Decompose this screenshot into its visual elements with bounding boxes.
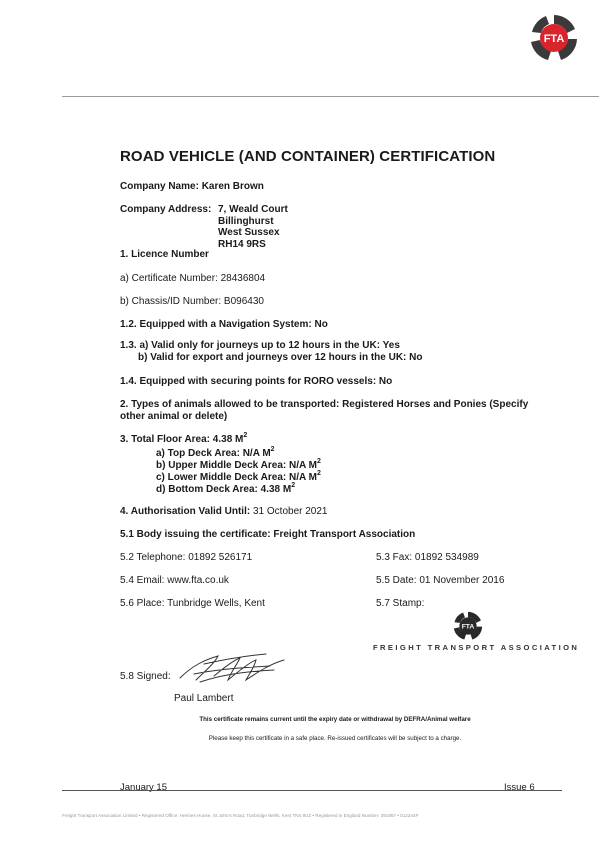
safekeeping-note: Please keep this certificate in a safe place. Re-issued certificates will be subject to a charge.: [208, 735, 462, 742]
top-deck-text: a) Top Deck Area: N/A M: [156, 448, 271, 459]
bottom-deck-area: [156, 484, 295, 495]
bottom-deck-text: d) Bottom Deck Area: 4.38 M: [156, 484, 292, 495]
fta-stamp-logo-icon: [452, 610, 484, 642]
chassis-number: b) Chassis/ID Number: B096430: [120, 296, 264, 307]
certificate-number: a) Certificate Number: 28436804: [120, 273, 266, 284]
company-name-row: [120, 181, 264, 192]
licence-heading: 1. Licence Number: [120, 249, 209, 260]
address-line: 7, Weald Court: [218, 204, 288, 215]
sup: 2: [316, 458, 321, 465]
company-address-block: [218, 204, 288, 250]
issuing-body: 5.1 Body issuing the certificate: Freight Transport Association: [120, 529, 416, 540]
authorisation-valid-until: [120, 506, 327, 517]
logo-text: FTA: [543, 33, 565, 45]
issue-date: 5.5 Date: 01 November 2016: [376, 575, 505, 586]
fax: 5.3 Fax: 01892 534989: [376, 552, 479, 563]
journeys-uk: 1.3. a) Valid only for journeys up to 12 hours in the UK: Yes: [120, 340, 400, 351]
navigation-system: 1.2. Equipped with a Navigation System: No: [120, 319, 328, 330]
sup: 2: [243, 432, 248, 439]
signed-label: 5.8 Signed:: [120, 671, 171, 682]
footer-issue: Issue 6: [504, 782, 535, 793]
company-address-label: Company Address:: [120, 204, 212, 215]
company-name-label: Company Name:: [120, 181, 199, 192]
stamp-organisation-name: FREIGHT TRANSPORT ASSOCIATION: [373, 643, 580, 652]
total-floor-area: [120, 434, 247, 445]
validity-note: This certificate remains current until the expiry date or withdrawal by DEFRA/Animal welfare: [199, 716, 471, 723]
footer-registration: Freight Transport Association Limited • Registered Office: Hermes House, St John's Road, Tunbridge Wells, Kent TN4 9UZ • Registered in England Number: 391957 • 012244P: [62, 813, 419, 818]
sup: 2: [270, 446, 275, 453]
authorisation-value: 31 October 2021: [252, 506, 328, 517]
sup: 2: [291, 482, 296, 489]
stamp-label: 5.7 Stamp:: [376, 598, 425, 609]
sup: 2: [316, 470, 321, 477]
footer-divider: [62, 790, 562, 791]
email: 5.4 Email: www.fta.co.uk: [120, 575, 229, 586]
upper-middle-deck-area: [156, 460, 321, 471]
header-divider: [62, 96, 599, 97]
company-name-value: Karen Brown: [201, 181, 264, 192]
animals-line-2: other animal or delete): [120, 411, 228, 422]
document-title: ROAD VEHICLE (AND CONTAINER) CERTIFICATION: [120, 148, 496, 165]
fta-logo-icon: [528, 12, 580, 64]
handwritten-signature: [174, 646, 294, 686]
signatory-name: Paul Lambert: [174, 693, 234, 704]
authorisation-label: 4. Authorisation Valid Until:: [120, 506, 251, 517]
top-deck-area: [156, 448, 275, 459]
journeys-export: b) Valid for export and journeys over 12 hours in the UK: No: [138, 352, 423, 363]
address-line: RH14 9RS: [218, 238, 266, 250]
footer-date: January 15: [120, 782, 168, 793]
place: 5.6 Place: Tunbridge Wells, Kent: [120, 598, 265, 609]
total-floor-area-text: 3. Total Floor Area: 4.38 M: [120, 434, 244, 445]
telephone: 5.2 Telephone: 01892 526171: [120, 552, 253, 563]
lower-middle-deck-area: [156, 472, 321, 483]
address-line: West Sussex: [218, 227, 280, 238]
stamp-logo-text: FTA: [461, 623, 475, 631]
roro-securing-points: 1.4. Equipped with securing points for RORO vessels: No: [120, 376, 393, 387]
upper-deck-text: b) Upper Middle Deck Area: N/A M: [156, 460, 317, 471]
address-line: Billinghurst: [218, 215, 274, 227]
animals-line-1: 2. Types of animals allowed to be transported: Registered Horses and Ponies (Specify: [120, 399, 529, 410]
lower-deck-text: c) Lower Middle Deck Area: N/A M: [156, 472, 317, 483]
